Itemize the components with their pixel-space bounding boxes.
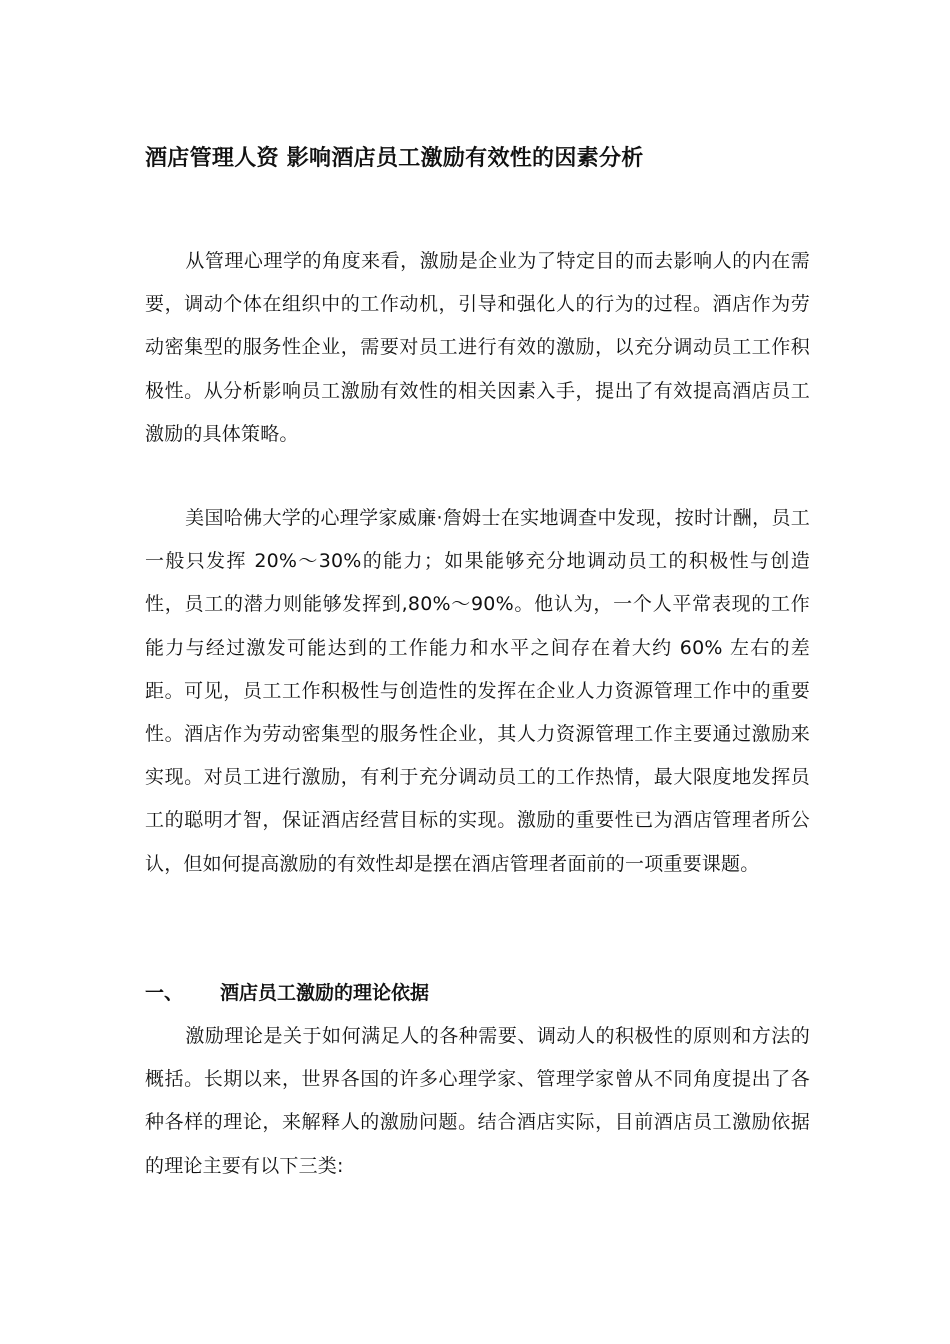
theory-paragraph-text: 激励理论是关于如何满足人的各种需要、调动人的积极性的原则和方法的概括。长期以来，世界各国的许多心理学家、管理学家曾从不同角度提出了各种各样的理论，来解释人的激励问题。结合酒店实际，目前酒店员工激励依据的理论主要有以下三类: bbox=[145, 1025, 810, 1177]
background-paragraph bbox=[145, 497, 810, 886]
section-number: 一、 bbox=[145, 982, 184, 1004]
section-heading-text: 酒店员工激励的理论依据 bbox=[220, 982, 430, 1004]
intro-paragraph bbox=[145, 240, 810, 456]
intro-paragraph-text: 从管理心理学的角度来看，激励是企业为了特定目的而去影响人的内在需要，调动个体在组织中的工作动机，引导和强化人的行为的过程。酒店作为劳动密集型的服务性企业，需要对员工进行有效的激励，以充分调动员工工作积极性。从分析影响员工激励有效性的相关因素入手，提出了有效提高酒店员工激励的具体策略。 bbox=[145, 250, 810, 445]
section-heading bbox=[145, 978, 429, 1008]
background-paragraph-text: 美国哈佛大学的心理学家威廉·詹姆士在实地调查中发现，按时计酬，员工一般只发挥 20%～30%的能力；如果能够充分地调动员工的积极性与创造性，员工的潜力则能够发挥到,80%～90%。他认为，一个人平常表现的工作能力与经过激发可能达到的工作能力和水平之间存在着大约 60% 左右的差距。可见，员工工作积极性与创造性的发挥在企业人力资源管理工作中的重要性。酒店作为劳动密集型的服务性企业，其人力资源管理工作主要通过激励来实现。对员工进行激励，有利于充分调动员工的工作热情，最大限度地发挥员工的聪明才智，保证酒店经营目标的实现。激励的重要性已为酒店管理者所公认，但如何提高激励的有效性却是摆在酒店管理者面前的一项重要课题。 bbox=[145, 507, 810, 875]
theory-paragraph bbox=[145, 1015, 810, 1188]
document-title: 酒店管理人资 影响酒店员工激励有效性的因素分析 bbox=[145, 146, 644, 171]
